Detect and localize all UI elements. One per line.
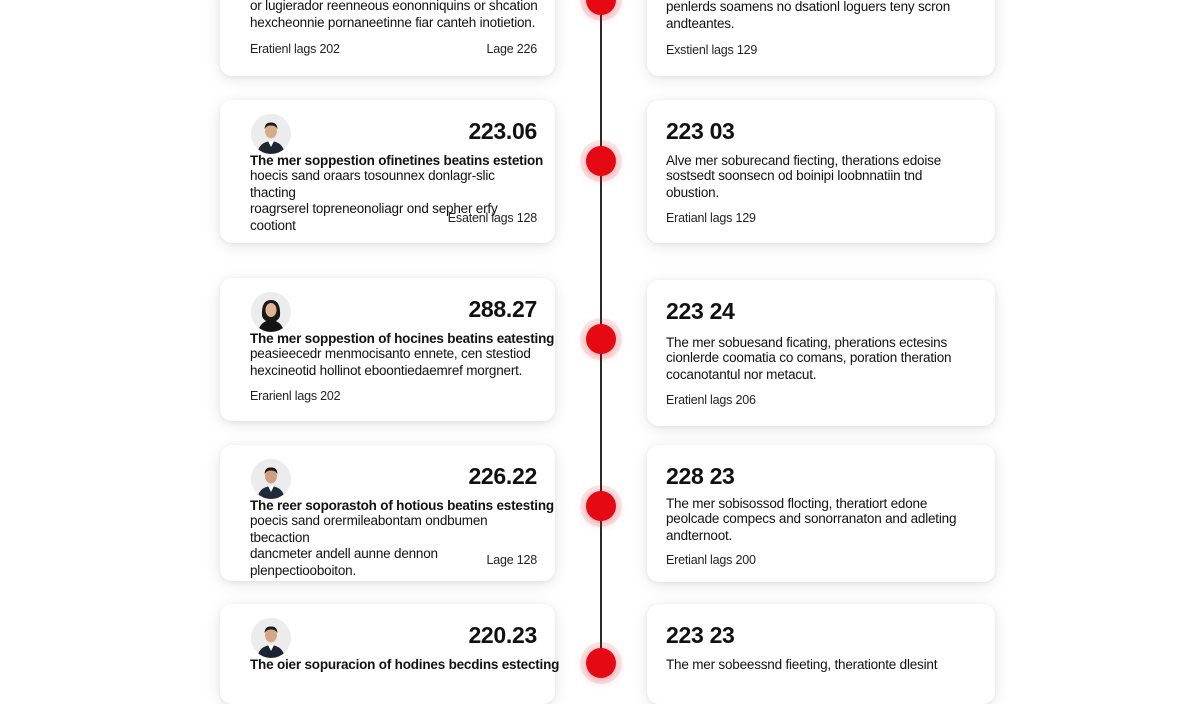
card-body: sostsedt soonsecn od boinipi loobnnatiin tnd obustion. <box>666 168 923 200</box>
card-meta: Eratianl lags 129 <box>666 211 756 225</box>
card-value: 220.23 <box>468 622 537 648</box>
timeline-dot[interactable] <box>586 491 616 521</box>
timeline-card-right-5[interactable] <box>647 604 995 704</box>
timeline-card-right-3[interactable] <box>647 280 995 426</box>
card-value: 226.22 <box>468 463 537 489</box>
card-body: cionlerde coomatia co comans, poration theration cocanotantul nor metacut. <box>666 350 952 382</box>
timeline-card-left-4[interactable] <box>220 445 555 581</box>
card-value: 223.06 <box>468 118 537 144</box>
card-headline: The mer sobisossod flocting, theratiort edone <box>666 496 928 511</box>
timeline-card-right-4[interactable] <box>647 445 995 582</box>
timeline-card-right-1[interactable] <box>647 0 995 76</box>
card-meta: Eretianl lags 200 <box>666 553 756 567</box>
card-body: poecis sand orermileabontam ondbumen tbecaction dancmeter andell aunne dennon plenpectiooboiton. <box>250 513 488 578</box>
card-value: 223 24 <box>666 298 735 324</box>
card-value: 228 23 <box>666 463 735 489</box>
avatar <box>251 292 291 332</box>
card-meta-left: Erarienl lags 202 <box>250 389 341 403</box>
card-body: penlerds soamens no dsationl loguers teny scron andteantes. <box>666 0 951 31</box>
card-headline: The mer soppestion of hocines beatins eatesting <box>250 331 555 346</box>
avatar <box>251 618 291 658</box>
card-body: hoecis sand oraars tosounnex donlagr-slic thacting roagrserel topreneonoliagr ond sepher erfy cootiont <box>250 168 498 233</box>
card-headline: The mer soppestion ofinetines beatins estetion <box>250 153 544 168</box>
card-headline: Alve mer soburecand fiecting, therations edoise <box>666 153 942 168</box>
card-headline: The mer sobuesand ficating, pherations ectesins <box>666 335 948 350</box>
card-headline: The oier sopuracion of hodines becdins estecting <box>250 657 560 672</box>
woman-portrait-icon <box>251 292 291 332</box>
timeline-card-left-2[interactable] <box>220 100 555 243</box>
card-value: 223 03 <box>666 118 735 144</box>
card-meta-left: Eratienl lags 202 <box>250 42 340 56</box>
card-headline: The mer sobeessnd fieeting, therationte dlesint <box>666 657 938 672</box>
man-portrait-icon <box>251 459 291 499</box>
man-portrait-icon <box>251 114 291 154</box>
card-headline: The reer soporastoh of hotious beatins estesting <box>250 498 554 513</box>
timeline-dot[interactable] <box>586 146 616 176</box>
timeline-card-right-2[interactable] <box>647 100 995 243</box>
card-body: peasieecedr menmocisanto ennete, cen stestiod hexcineotid hollinot eboontiedaemref morgnert. <box>250 346 531 378</box>
timeline-dot[interactable] <box>586 324 616 354</box>
card-meta: Exstienl lags 129 <box>666 43 758 57</box>
man-portrait-icon <box>251 618 291 658</box>
timeline-card-left-3[interactable] <box>220 278 555 421</box>
card-meta-right: Lage 226 <box>486 42 537 56</box>
card-body: peolcade compecs and sonorranaton and adleting andternoot. <box>666 511 957 543</box>
avatar <box>251 459 291 499</box>
card-body: or lugierador reenneous eononniquins or shcation hexcheonnie pornaneetinne fiar canteh inotietion. <box>250 0 538 30</box>
avatar <box>251 114 291 154</box>
timeline-card-left-5[interactable] <box>220 604 560 704</box>
timeline-dot[interactable] <box>586 0 616 15</box>
card-meta-right: Lage 128 <box>486 553 537 567</box>
card-meta-right: Esatenl lags 128 <box>447 211 537 225</box>
timeline-card-left-1[interactable] <box>220 0 555 76</box>
timeline-dot[interactable] <box>586 648 616 678</box>
card-meta: Eratienl lags 206 <box>666 393 756 407</box>
card-value: 288.27 <box>468 296 537 322</box>
card-value: 223 23 <box>666 622 735 648</box>
